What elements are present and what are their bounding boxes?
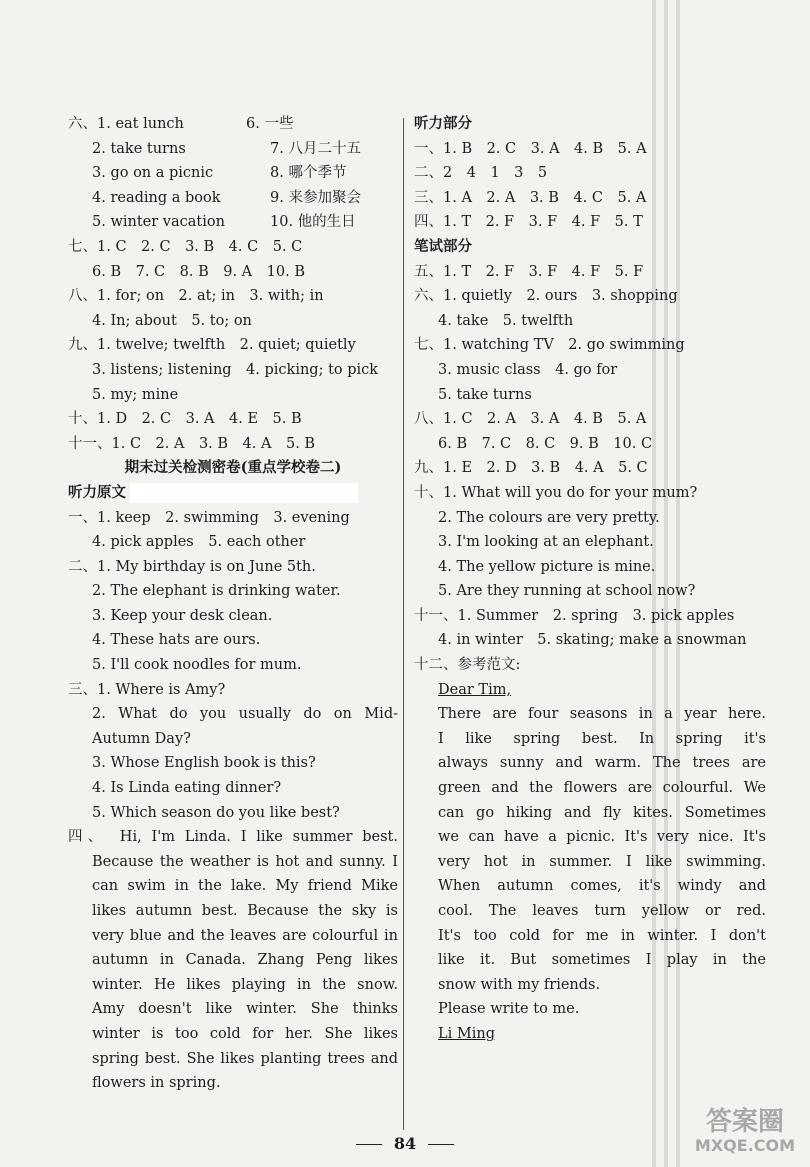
line-text: 十一、1. C 2. A 3. B 4. A 5. B	[68, 435, 316, 452]
line-text: snow with my friends.	[438, 976, 601, 993]
line-text: 2. The elephant is drinking water.	[92, 583, 341, 600]
left-line	[68, 456, 398, 481]
line-text: 九、1. twelve; twelfth 2. quiet; quietly	[68, 337, 356, 354]
line-text: 一、1. B 2. C 3. A 4. B 5. A	[414, 140, 647, 157]
answer-cell: 10. 他的生日	[270, 214, 356, 231]
right-line	[414, 112, 766, 137]
left-line	[68, 751, 398, 776]
right-line	[414, 579, 766, 604]
line-text: There are four seasons in a year here.	[438, 706, 766, 723]
left-line	[68, 801, 398, 826]
line-text: 听力部分	[414, 115, 472, 132]
right-line	[414, 727, 766, 752]
left-line	[68, 973, 398, 998]
site-watermark	[690, 1107, 800, 1159]
line-text: When autumn comes, it's windy and	[438, 878, 766, 895]
line-text: 三、1. A 2. A 3. B 4. C 5. A	[414, 189, 647, 206]
line-text: 二、1. My birthday is on June 5th.	[68, 558, 316, 575]
left-line	[68, 161, 398, 186]
right-line	[414, 653, 766, 678]
left-line	[68, 358, 398, 383]
left-line	[68, 825, 398, 850]
footer-dash	[428, 1144, 454, 1145]
right-line	[414, 358, 766, 383]
line-text: 3. I'm looking at an elephant.	[438, 534, 654, 551]
answer-cell: 5. winter vacation	[92, 214, 225, 231]
right-line	[414, 899, 766, 924]
right-line	[414, 309, 766, 334]
line-text: 5. take turns	[438, 386, 532, 403]
line-text: always sunny and warm. The trees are	[438, 755, 766, 772]
line-text: Because the weather is hot and sunny. I	[92, 853, 398, 870]
line-text: flowers in spring.	[92, 1075, 221, 1092]
line-text: we can have a picnic. It's very nice. It's	[438, 829, 766, 846]
line-text: 4. The yellow picture is mine.	[438, 558, 656, 575]
right-line	[414, 825, 766, 850]
right-line	[414, 924, 766, 949]
line-text: 3. Keep your desk clean.	[92, 607, 273, 624]
line-text: 6. B 7. C 8. C 9. B 10. C	[438, 435, 653, 452]
left-line	[68, 653, 398, 678]
right-line	[414, 1022, 766, 1047]
line-text: can go hiking and fly kites. Sometimes	[438, 804, 766, 821]
line-text: 十、1. What will you do for your mum?	[414, 484, 698, 501]
line-text: Please write to me.	[438, 1001, 580, 1018]
line-text: 4. These hats are ours.	[92, 632, 261, 649]
line-text: 六、1. quietly 2. ours 3. shopping	[414, 288, 678, 305]
line-text: green and the flowers are colourful. We	[438, 780, 766, 797]
left-line	[68, 284, 398, 309]
right-line	[414, 776, 766, 801]
answer-cell: 2. take turns	[92, 140, 186, 157]
footer-dash	[356, 1144, 382, 1145]
right-line	[414, 555, 766, 580]
left-line	[68, 210, 398, 235]
line-text: winter is too cold for her. She likes	[92, 1025, 398, 1042]
line-text: 十二、参考范文:	[414, 657, 521, 674]
line-text: 三、1. Where is Amy?	[68, 681, 226, 698]
left-line	[68, 604, 398, 629]
line-text: 4. pick apples 5. each other	[92, 534, 306, 551]
line-text: 五、1. T 2. F 3. F 4. F 5. F	[414, 263, 644, 280]
right-line	[414, 235, 766, 260]
right-line	[414, 850, 766, 875]
line-text: like it. But sometimes I play in the	[438, 952, 766, 969]
line-text: 4. In; about 5. to; on	[92, 312, 252, 329]
line-text: 4. in winter 5. skating; make a snowman	[438, 632, 747, 649]
left-line	[68, 383, 398, 408]
line-text: 5. I'll cook noodles for mum.	[92, 657, 302, 674]
page-number: 84	[393, 1134, 417, 1153]
right-line	[414, 432, 766, 457]
answer-cell: 4. reading a book	[92, 189, 221, 206]
line-text: likes autumn best. Because the sky is	[92, 903, 398, 919]
left-column	[68, 112, 398, 1096]
left-line	[68, 1022, 398, 1047]
answer-cell: 3. go on a picnic	[92, 165, 214, 182]
watermark-logo-text: 答案圈	[705, 1107, 784, 1137]
left-line	[68, 137, 398, 162]
line-text: 八、1. for; on 2. at; in 3. with; in	[68, 288, 324, 305]
right-line	[414, 678, 766, 703]
right-line	[414, 161, 766, 186]
line-text: I like spring best. In spring it's	[438, 730, 766, 747]
line-text: 十、1. D 2. C 3. A 4. E 5. B	[68, 411, 302, 428]
page-footer	[0, 1134, 810, 1153]
line-text: very hot in summer. I like swimming.	[438, 853, 766, 870]
line-text: Amy doesn't like winter. She thinks	[92, 1001, 398, 1018]
line-text: 笔试部分	[414, 237, 472, 255]
right-line	[414, 948, 766, 973]
left-line	[68, 260, 398, 285]
left-line	[68, 579, 398, 604]
left-line	[68, 186, 398, 211]
line-text: 3. listens; listening 4. picking; to pick	[92, 361, 379, 378]
left-line	[68, 776, 398, 801]
left-line	[68, 1047, 398, 1072]
left-line	[68, 530, 398, 555]
left-line	[68, 112, 398, 137]
line-text: 2. The colours are very pretty.	[438, 509, 660, 526]
left-line	[68, 235, 398, 260]
line-text: 6. B 7. C 8. B 9. A 10. B	[92, 263, 305, 280]
left-line	[68, 874, 398, 899]
line-text: 4. take 5. twelfth	[438, 312, 574, 329]
line-text: very blue and the leaves are colourful in	[92, 927, 398, 944]
answer-cell: 8. 哪个季节	[270, 165, 347, 182]
left-line	[68, 899, 398, 924]
answer-cell: 6. 一些	[246, 116, 294, 132]
left-line	[68, 506, 398, 531]
line-text: 4. Is Linda eating dinner?	[92, 780, 282, 797]
line-text: It's too cold for me in winter. I don't	[438, 927, 766, 944]
right-line	[414, 751, 766, 776]
line-text: 七、1. watching TV 2. go swimming	[414, 337, 685, 354]
right-line	[414, 604, 766, 629]
left-line	[68, 924, 398, 949]
right-line	[414, 383, 766, 408]
watermark-url: MXQE.COM	[694, 1136, 796, 1155]
right-line	[414, 210, 766, 235]
answer-cell: 六、1. eat lunch	[68, 116, 184, 132]
redaction-block	[130, 483, 358, 503]
right-line	[414, 874, 766, 899]
line-text: can swim in the lake. My friend Mike	[92, 878, 398, 895]
right-line	[414, 530, 766, 555]
left-line	[68, 481, 398, 506]
right-line	[414, 456, 766, 481]
left-line	[68, 948, 398, 973]
line-text: 5. Are they running at school now?	[438, 583, 696, 600]
right-line	[414, 702, 766, 727]
left-line	[68, 555, 398, 580]
right-column	[414, 112, 766, 1047]
line-text: Autumn Day?	[92, 730, 191, 747]
line-text: 听力原文	[68, 483, 126, 501]
left-line	[68, 432, 398, 457]
line-text: 九、1. E 2. D 3. B 4. A 5. C	[414, 460, 648, 477]
left-line	[68, 309, 398, 334]
left-line	[68, 997, 398, 1022]
answer-cell: 7. 八月二十五	[270, 140, 361, 157]
line-text: 十一、1. Summer 2. spring 3. pick apples	[414, 607, 735, 624]
line-text: 二、2 4 1 3 5	[414, 165, 548, 182]
column-divider	[403, 118, 404, 1130]
right-line	[414, 260, 766, 285]
right-line	[414, 481, 766, 506]
line-text: autumn in Canada. Zhang Peng likes	[92, 952, 398, 969]
line-text: winter. He likes playing in the snow.	[92, 976, 398, 993]
line-text: 七、1. C 2. C 3. B 4. C 5. C	[68, 238, 303, 255]
line-text: 四、1. T 2. F 3. F 4. F 5. T	[414, 214, 643, 231]
right-line	[414, 407, 766, 432]
left-line	[68, 333, 398, 358]
right-line	[414, 186, 766, 211]
left-line	[68, 1071, 398, 1096]
left-line	[68, 678, 398, 703]
left-line	[68, 702, 398, 727]
right-line	[414, 333, 766, 358]
right-line	[414, 628, 766, 653]
left-line	[68, 850, 398, 875]
right-line	[414, 801, 766, 826]
line-text: 期末过关检测密卷(重点学校卷二)	[124, 459, 342, 477]
right-line	[414, 506, 766, 531]
left-line	[68, 628, 398, 653]
answer-cell: 9. 来参加聚会	[270, 189, 361, 206]
line-text: Li Ming	[438, 1025, 495, 1042]
line-text: 5. my; mine	[92, 386, 179, 403]
line-text: spring best. She likes planting trees and	[92, 1050, 398, 1067]
right-line	[414, 137, 766, 162]
line-text: 一、1. keep 2. swimming 3. evening	[68, 509, 350, 526]
line-text: 3. music class 4. go for	[438, 361, 618, 378]
line-text: 2. What do you usually do on Mid-	[92, 706, 398, 723]
right-line	[414, 973, 766, 998]
right-line	[414, 284, 766, 309]
left-line	[68, 727, 398, 752]
line-text: cool. The leaves turn yellow or red.	[438, 903, 766, 919]
line-text: Dear Tim,	[438, 681, 512, 698]
line-text: 八、1. C 2. A 3. A 4. B 5. A	[414, 411, 647, 428]
left-line	[68, 407, 398, 432]
right-line	[414, 997, 766, 1022]
line-text: 5. Which season do you like best?	[92, 804, 340, 821]
line-text: 3. Whose English book is this?	[92, 755, 316, 772]
line-text: 四、 Hi, I'm Linda. I like summer best.	[68, 829, 398, 846]
